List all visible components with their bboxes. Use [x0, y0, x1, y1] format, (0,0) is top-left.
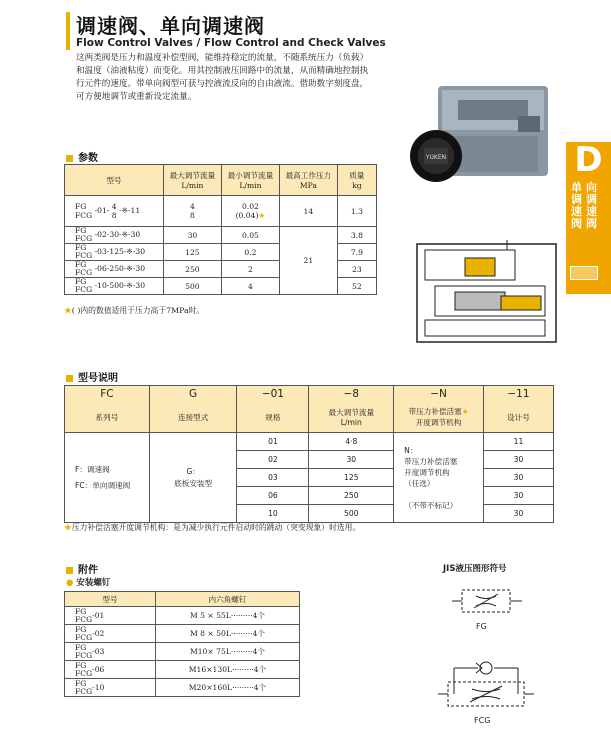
table-row: FG FCG -10-500-※-30 500 4 52 [65, 278, 377, 295]
col-max-flow: 最大调节流量 L/min [163, 165, 221, 196]
square-bullet-icon [66, 375, 73, 382]
jis-title: JIS液压图形符号 [443, 564, 507, 574]
side-tab-text-2: 向调速阀 [586, 181, 597, 230]
fg-label: FG [476, 622, 487, 631]
circle-bullet-icon: ● [66, 578, 74, 588]
accessory-heading: 附件 [66, 561, 98, 576]
accessory-table: 型号 内六角螺钉 FG FCG-01 M 5 × 55L·········4个 FG FCG-02 M 8 × 50L·········4个 FG FCG-03 M10× 75L·········4个 FG FCG-06 M16×130L·········4个 FG FCG-10 M20×160L·········4个 [64, 591, 300, 697]
params-note: ★( )内的数值适用于压力高于7MPa时。 [64, 306, 205, 315]
section-drawing [415, 238, 558, 344]
table-row: FG FCG -02-30-※-30 30 0.05 21 3.8 [65, 227, 377, 244]
photo-brand-label: YUKEN [425, 154, 447, 161]
square-bullet-icon [66, 567, 73, 574]
col-model: 型号 [65, 165, 164, 196]
valve-icon [570, 266, 598, 280]
col-pressure: 最高工作压力 MPa [280, 165, 338, 196]
params-heading: 参数 [66, 149, 98, 164]
square-bullet-icon [66, 155, 73, 162]
page-title: 调速阀、单向调速阀 [76, 14, 265, 38]
fcg-symbol [438, 660, 534, 710]
title-accent-bar [66, 12, 70, 50]
side-tab-text-1: 单调速阀 [571, 181, 582, 230]
page-subtitle: Flow Control Valves / Flow Control and Check Valves [76, 37, 386, 49]
product-photo [408, 76, 556, 196]
model-table: FC G −01 −8 −N −11 系列号 连接型式 规格 最大调节流量 L/min 带压力补偿活塞★ 开度调节机构 设计号 F：调速阀 FC：单向调速阀 G： 底板安装型 01 4·8 N： 带压力补偿活塞 开度调节机构 （任选） （不带不标记） 11 02 30 30 03 125 30 06 250 30 10 500 30 [64, 385, 554, 523]
table-row: FG FCG -01- 4 8 -※-11 4 8 0.02 (0.04)★ 14 1.3 [65, 196, 377, 227]
table-row: FG FCG-01 M 5 × 55L·········4个 [65, 607, 300, 625]
model-heading: 型号说明 [66, 369, 118, 384]
model-note: ★压力补偿活塞开度调节机构：是为减少执行元件启动时的跳动（突变现象）时选用。 [64, 523, 361, 532]
table-row: FG FCG-03 M10× 75L·········4个 [65, 643, 300, 661]
col-mass: 质量 kg [337, 165, 376, 196]
fg-symbol [452, 586, 522, 616]
fcg-label: FCG [474, 716, 491, 725]
params-table [64, 164, 377, 295]
table-row: FG FCG-10 M20×160L·········4个 [65, 679, 300, 697]
table-row: FG FCG -06-250-※-30 250 2 23 [65, 261, 377, 278]
table-row: FG FCG-06 M16×130L·········4个 [65, 661, 300, 679]
col-min-flow: 最小调节流量 L/min [221, 165, 279, 196]
table-row: FG FCG-02 M 8 × 50L·········4个 [65, 625, 300, 643]
accessory-sub: ● 安装螺钉 [66, 578, 111, 588]
side-tab-letter: D [574, 140, 603, 180]
table-row: FG FCG -03-125-※-30 125 0.2 7.9 [65, 244, 377, 261]
description: 这两类阀是压力和温度补偿型阀，能维持稳定的流量，不随系统压力（负载）和温度（油液粘度）而变化。用其控制液压回路中的流量，从而精确地控制执行元件的速度。带单向阀型可获与控液流反向的自由液流。借助数字刻度盘，可方便地调节或重新设定流量。 [76, 53, 369, 102]
